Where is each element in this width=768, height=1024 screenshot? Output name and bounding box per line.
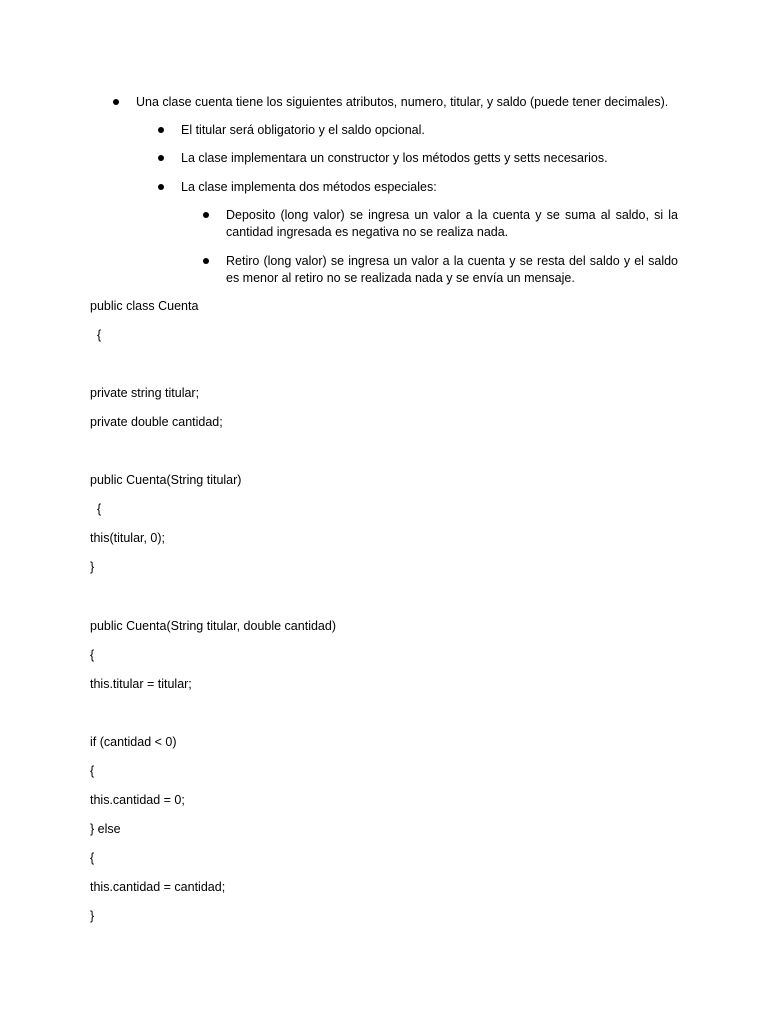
bullet-icon	[158, 155, 164, 161]
code-line: }	[90, 909, 95, 923]
code-line: } else	[90, 822, 121, 836]
code-line: this.cantidad = 0;	[90, 793, 185, 807]
list-item-text: Una clase cuenta tiene los siguientes atributos, numero, titular, y saldo (puede tener decimales).	[136, 95, 669, 109]
bullet-icon	[203, 258, 209, 264]
code-line: {	[90, 502, 102, 516]
list-item-text: La clase implementa dos métodos especiales:	[181, 180, 437, 194]
list-item	[113, 94, 683, 111]
code-line: {	[90, 648, 95, 662]
list-item	[203, 207, 678, 241]
code-line: private double cantidad;	[90, 415, 223, 429]
code-line: if (cantidad < 0)	[90, 735, 177, 749]
list-item-text: Deposito (long valor) se ingresa un valor a la cuenta y se suma al saldo, si la cantidad ingresada es negativa no se realiza nada.	[226, 208, 678, 239]
list-item-text: La clase implementara un constructor y los métodos getts y setts necesarios.	[181, 151, 608, 165]
code-line: this(titular, 0);	[90, 531, 166, 545]
list-item	[158, 150, 683, 167]
code-line: public Cuenta(String titular, double cantidad)	[90, 619, 336, 633]
bullet-icon	[158, 184, 164, 190]
list-item	[158, 179, 683, 196]
code-line: this.cantidad = cantidad;	[90, 880, 226, 894]
code-line: public class Cuenta	[90, 299, 199, 313]
list-item	[158, 122, 683, 139]
list-item	[203, 253, 678, 287]
code-line: public Cuenta(String titular)	[90, 473, 242, 487]
code-line: }	[90, 560, 95, 574]
bullet-icon	[113, 99, 119, 105]
code-line: {	[90, 328, 102, 342]
list-item-text: El titular será obligatorio y el saldo opcional.	[181, 123, 425, 137]
code-line: this.titular = titular;	[90, 677, 192, 691]
list-item-text: Retiro (long valor) se ingresa un valor a la cuenta y se resta del saldo y el saldo es menor al retiro no se realizada nada y se envía un mensaje.	[226, 254, 678, 285]
bullet-icon	[158, 127, 164, 133]
code-line: private string titular;	[90, 386, 200, 400]
bullet-icon	[203, 212, 209, 218]
code-line: {	[90, 764, 95, 778]
code-line: {	[90, 851, 95, 865]
